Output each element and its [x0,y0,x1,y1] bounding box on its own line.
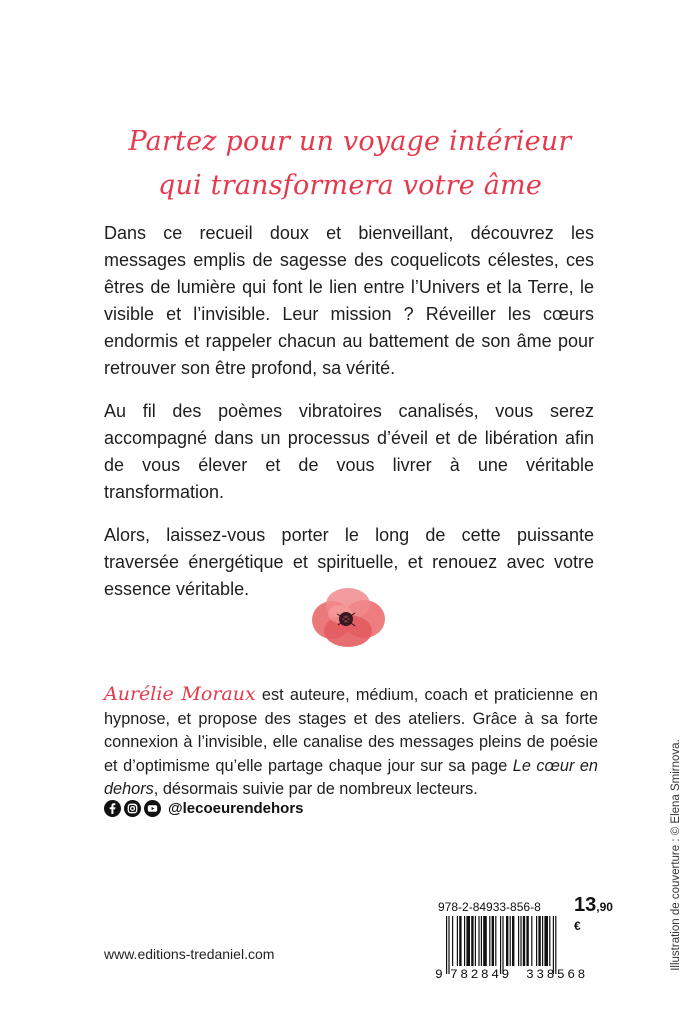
barcode-bar [483,916,487,966]
cover-credit [668,739,684,971]
author-name: Aurélie Moraux [104,683,256,705]
description-paragraph-3: Alors, laissez-vous porter le long de cette puissante traversée énergétique et spirituelle, et renouez avec votre essence véritable. [104,525,594,599]
barcode-bar [471,916,473,966]
description-paragraph-2: Au fil des poèmes vibratoires canalisés, vous serez accompagné dans un processus d’éveil et de libération afin de vous élever et de vous livrer à une véritable transformation. [104,401,594,502]
barcode-lead-digit: 9 [435,967,443,980]
price-cents: ,90 € [574,900,613,933]
barcode-bar [481,916,482,966]
barcode-bar [520,916,521,966]
tagline-line-2: qui transformera votre âme [157,170,543,201]
barcode-bar [500,916,501,974]
author-bio [104,683,598,802]
barcode-bars [446,916,556,974]
cover-credit-text: Illustration de couverture : © Elena Smirnova. [670,739,682,971]
barcode-bar [542,916,543,966]
description [104,220,594,619]
poppy-illustration [310,586,386,650]
tagline-line-1: Partez pour un voyage intérieur [128,126,572,157]
barcode-bar [475,916,476,966]
social-links [104,797,304,819]
facebook-icon[interactable] [104,800,121,817]
barcode-bar [538,916,540,966]
page-name: Le cœur en dehors [104,756,598,799]
barcode-bar [544,916,548,966]
barcode-bar [466,916,470,966]
instagram-icon[interactable] [124,800,141,817]
bio-text-part1: est auteure, médium, coach et praticienne en hypnose, et propose des stages et des ateliers. Grâce à sa forte connexion à l’invisible, elle canalise des messages pleins de poésie et d’optimisme qu’elle partage chaque jour sur sa page [104,686,598,775]
barcode-bar [452,916,453,966]
barcode-bar [464,916,465,966]
barcode-bar [492,916,494,966]
barcode-bar [510,916,511,966]
price-main: 13 [574,894,597,916]
barcode-bar [446,916,447,974]
barcode [430,914,606,980]
social-handle[interactable]: @lecoeurendehors [168,799,304,817]
barcode-bar [478,916,479,966]
barcode-bar [512,916,514,966]
barcode-bar [506,916,508,966]
description-paragraph-1: Dans ce recueil doux et bienveillant, découvrez les messages emplis de sagesse des coquelicots célestes, ces êtres de lumière qui font le lien entre l’Univers et la Terre, le visible et l’invisible. Leur mission ? Réveiller les cœurs endormis et rappeler chacun au battement de son âme pour retrouver son être profond, sa vérité. [104,223,594,378]
youtube-icon[interactable] [144,800,161,817]
barcode-bar [459,916,461,966]
barcode-bar [523,916,525,966]
barcode-bar [531,916,532,966]
barcode-bar [526,916,528,966]
barcode-bar [495,916,496,966]
tagline [0,120,700,208]
barcode-group-2: 338568 [526,967,588,980]
barcode-bar [448,916,449,974]
barcode-bar [502,916,503,974]
website[interactable]: www.editions-tredaniel.com [104,946,275,962]
barcode-bar [536,916,537,966]
barcode-bar [489,916,490,966]
barcode-bar [553,916,554,974]
barcode-group-1: 782849 [450,967,512,980]
barcode-bar [549,916,550,966]
barcode-bar [518,916,519,966]
isbn: 978-2-84933-856-8 [438,900,541,914]
bio-text-part2: , désormais suivie par de nombreux lecteurs. [153,780,478,799]
barcode-bar [555,916,556,974]
barcode-bar [457,916,458,966]
